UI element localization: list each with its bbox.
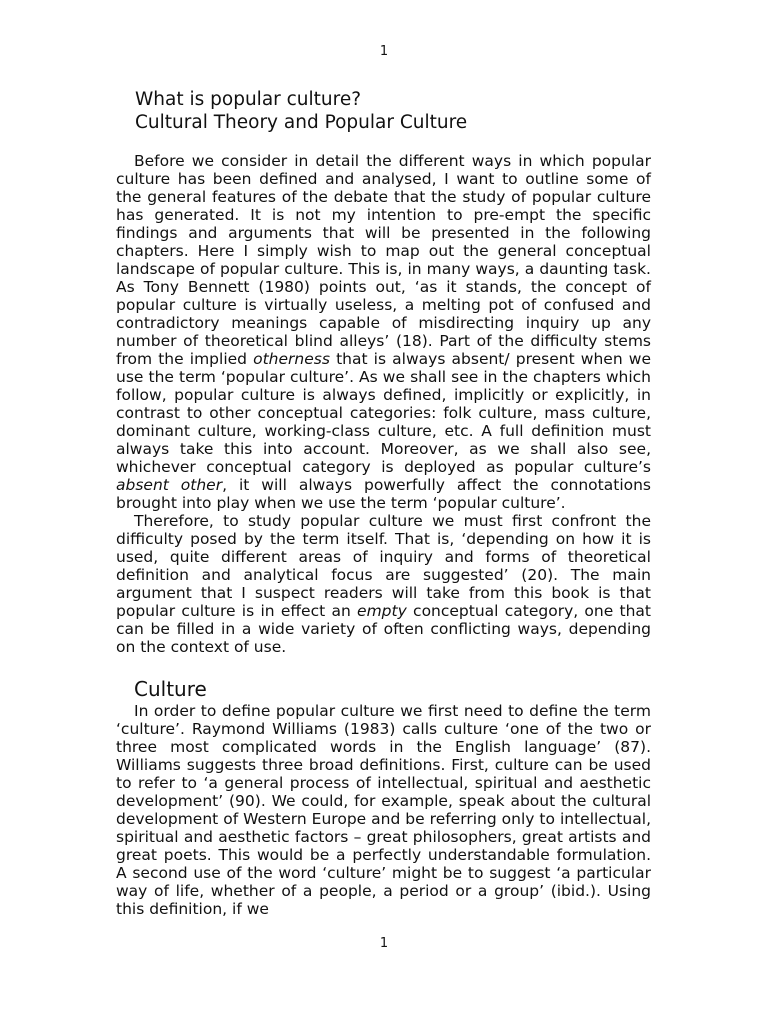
- section-heading-culture: Culture: [134, 677, 207, 701]
- emphasis-absent-other: absent other: [116, 476, 223, 494]
- emphasis-otherness: otherness: [253, 350, 330, 368]
- emphasis-empty: empty: [357, 602, 407, 620]
- chapter-subtitle: Cultural Theory and Popular Culture: [135, 112, 468, 133]
- page-number-bottom: 1: [379, 936, 389, 951]
- chapter-title: What is popular culture?: [135, 89, 362, 110]
- paragraph-3: In order to define popular culture we first need to define the term ‘culture’. Raymond Williams (1983) calls culture ‘one of the two or three most complicated words in the English language’ (87). Williams suggests three broad definitions. First, culture can be used to refer to ‘a general process of intellectual, spiritual and aesthetic development’ (90). We could, for example, speak about the cultural development of Western Europe and be referring only to intellectual, spiritual and aesthetic factors – great philosophers, great artists and great poets. This would be a perfectly understandable formulation. A second use of the word ‘culture’ might be to suggest ‘a particular way of life, whether of a people, a period or a group’ (ibid.). Using this definition, if we: [116, 702, 651, 918]
- paragraph-2: Therefore, to study popular culture we must first confront the difficulty posed by the term itself. That is, ‘depending on how it is used, quite different areas of inquiry and forms of theoretical definition and analytical focus are suggested’ (20). The main argument that I suspect readers will take from this book is that popular culture is in effect an empty conceptual category, one that can be filled in a wide variety of often conflicting ways, depending on the context of use.: [116, 512, 652, 656]
- body-text: [116, 152, 651, 918]
- chapter-titles: [135, 88, 675, 134]
- page-number-top: 1: [379, 44, 389, 59]
- paragraph-1: Before we consider in detail the different ways in which popular culture has been defined and analysed, I want to outline some of the general features of the debate that the study of popular culture has generated. It is not my intention to pre-empt the specific findings and arguments that will be presented in the following chapters. Here I simply wish to map out the general conceptual landscape of popular culture. This is, in many ways, a daunting task. As Tony Bennett (1980) points out, ‘as it stands, the concept of popular culture is virtually useless, a melting pot of confused and contradictory meanings capable of misdirecting inquiry up any number of theoretical blind alleys’ (18). Part of the difficulty stems from the implied otherness that is always absent/ present when we use the term ‘popular culture’. As we shall see in the chapters which follow, popular culture is always defined, implicitly or explicitly, in contrast to other conceptual categories: folk culture, mass culture, dominant culture, working-class culture, etc. A full definition must always take this into account. Moreover, as we shall also see, whichever conceptual category is deployed as popular culture’s absent other, it will always powerfully affect the connotations brought into play when we use the term ‘popular culture’.: [116, 152, 652, 512]
